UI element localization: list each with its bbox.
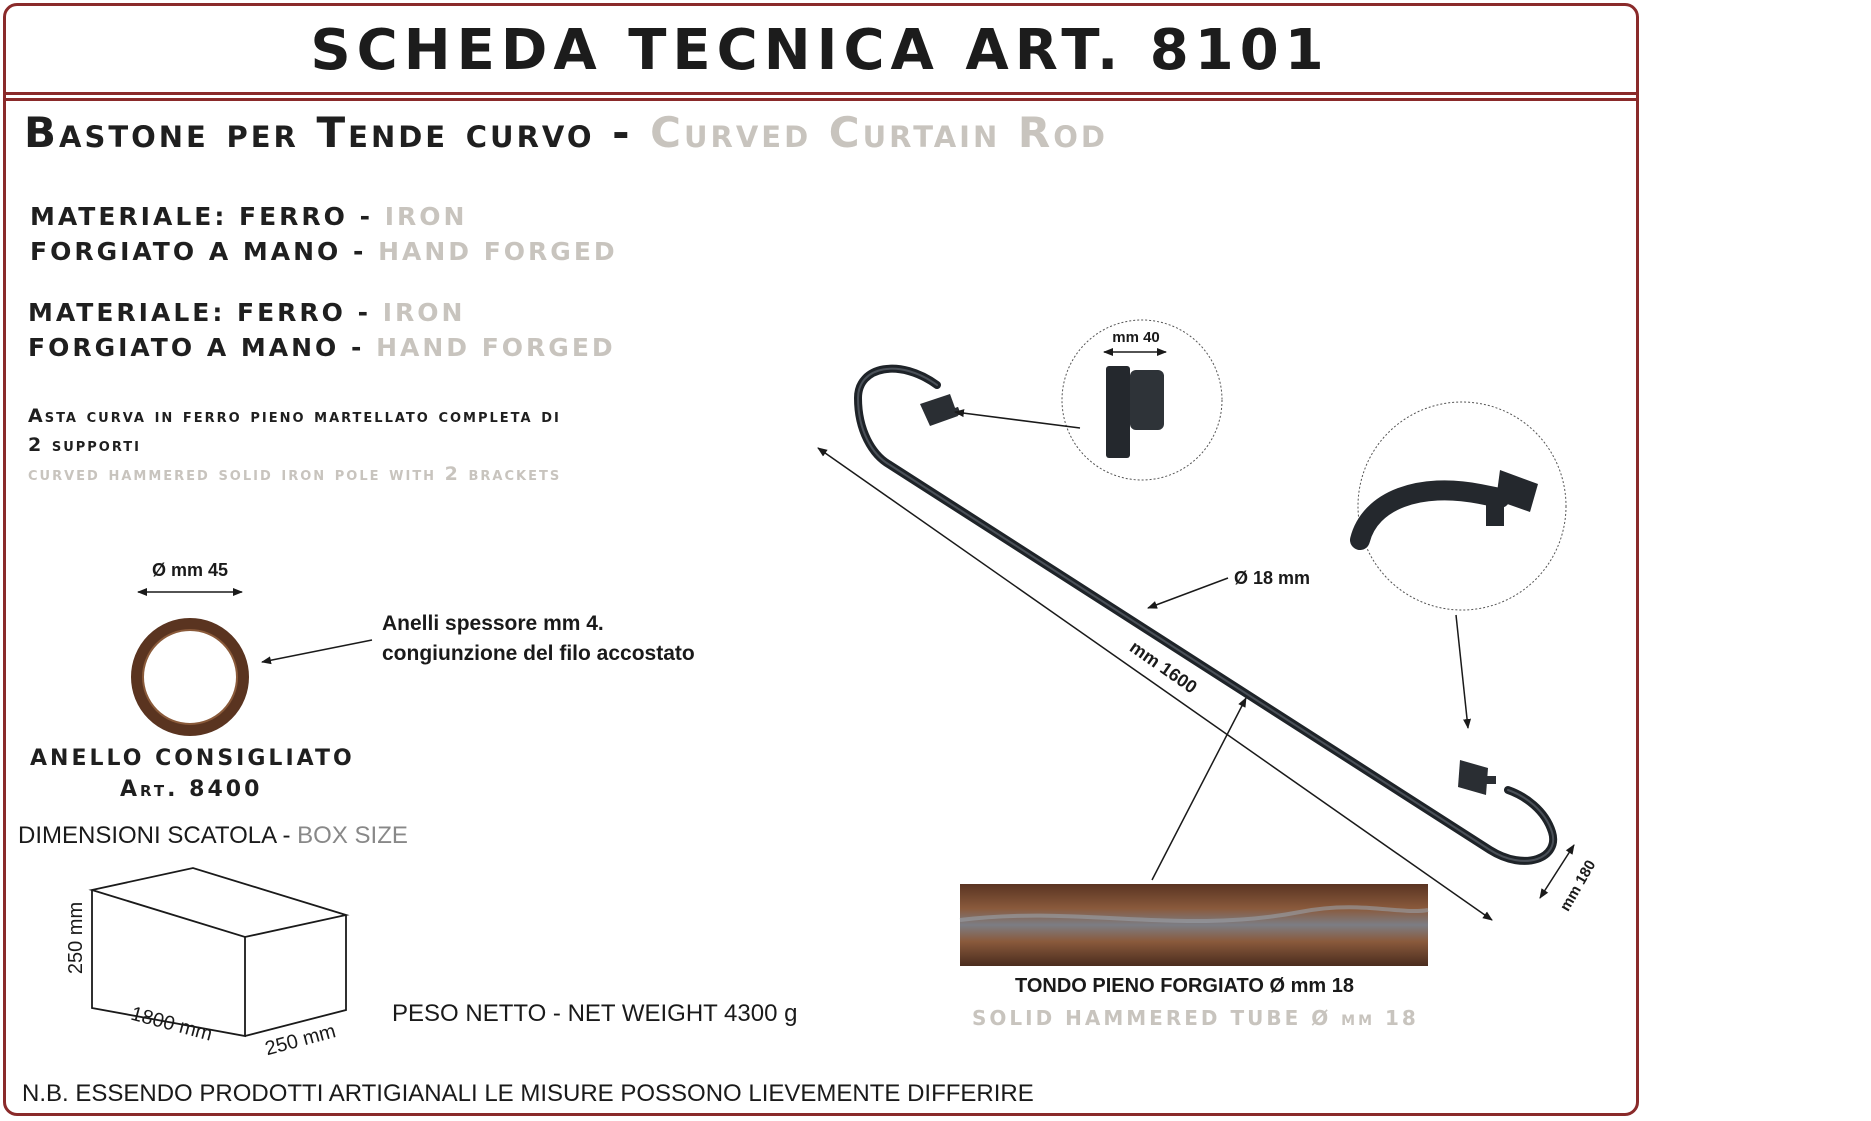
- forged-texture-swatch: [960, 884, 1428, 966]
- hook-rod-icon: [1360, 490, 1500, 540]
- spec-value: HAND FORGED: [376, 333, 616, 362]
- net-weight: PESO NETTO - NET WEIGHT 4300 g: [392, 1000, 798, 1027]
- ring-icon: [137, 624, 243, 730]
- box-top-face: [92, 868, 346, 937]
- description-english: curved hammered solid iron pole with 2 brackets: [28, 463, 562, 485]
- rod-bracket-right: [1458, 760, 1496, 795]
- bracket-sleeve-icon: [1130, 370, 1164, 430]
- rod-length-label: mm 1600: [1126, 636, 1201, 698]
- bracket-detail-arrow: [955, 412, 1080, 428]
- box-label-english: BOX SIZE: [297, 822, 408, 849]
- rod-highlight: [858, 369, 1553, 861]
- spec-label: FORGIATO A MANO -: [30, 237, 379, 266]
- spec-value: HAND FORGED: [378, 237, 618, 266]
- ring-article: Art. 8400: [120, 777, 263, 802]
- texture-caption-english: SOLID HAMMERED TUBE Ø mm 18: [972, 1006, 1419, 1030]
- box-depth-label: 250 mm: [262, 1020, 339, 1061]
- bracket-arm-icon: [1470, 776, 1496, 784]
- ring-diameter-label: Ø mm 45: [151, 560, 229, 580]
- description-italian-line1: Asta curva in ferro pieno martellato completa di: [28, 405, 561, 427]
- texture-arrow: [1152, 698, 1246, 880]
- rod-shape: [858, 369, 1553, 861]
- ring-highlight: [143, 630, 237, 724]
- hook-bracket-arm-icon: [1486, 492, 1504, 526]
- subtitle-italian: Bastone per Tende curvo -: [24, 108, 651, 157]
- spec-value: IRON: [382, 298, 466, 327]
- rod-length-arrow: [818, 448, 1492, 920]
- subtitle-english: Curved Curtain Rod: [650, 108, 1108, 157]
- rod-diameter-label: Ø 18 mm: [1234, 568, 1311, 588]
- bracket-detail: [955, 320, 1222, 480]
- spec-value: IRON: [384, 202, 468, 231]
- rod-diameter-arrow: [1148, 578, 1228, 608]
- bracket-wall-plate-icon: [1106, 366, 1130, 458]
- box-label-italian: DIMENSIONI SCATOLA -: [18, 822, 298, 849]
- curtain-rod-illustration: [858, 369, 1553, 861]
- page-title: SCHEDA TECNICA ART. 8101: [310, 18, 1330, 83]
- hook-detail: [1358, 402, 1566, 728]
- footer-note: N.B. ESSENDO PRODOTTI ARTIGIANALI LE MISURE POSSONO LIEVEMENTE DIFFERIRE: [22, 1080, 1034, 1107]
- description-italian-line2: 2 supporti: [28, 434, 141, 456]
- ring-name: ANELLO CONSIGLIATO: [30, 746, 355, 771]
- box-length-label: 1800 mm: [128, 1002, 215, 1046]
- ring-note-line2: congiunzione del filo accostato: [382, 642, 695, 665]
- spec-label: FORGIATO A MANO -: [28, 333, 377, 362]
- spec-label: MATERIALE: FERRO -: [30, 202, 385, 231]
- hook-depth-label: mm 180: [1556, 857, 1600, 915]
- rod-bracket-left: [920, 394, 961, 426]
- box-illustration: [92, 868, 346, 1036]
- ring-illustration: [137, 560, 372, 730]
- ring-note-line1: Anelli spessore mm 4.: [382, 612, 604, 635]
- bracket-width-label: mm 40: [1112, 329, 1160, 346]
- ring-note-arrow: [262, 640, 372, 662]
- spec-label: MATERIALE: FERRO -: [28, 298, 383, 327]
- hook-detail-arrow: [1456, 615, 1468, 728]
- texture-caption: TONDO PIENO FORGIATO Ø mm 18: [1015, 975, 1354, 997]
- box-height-label: 250 mm: [65, 901, 87, 975]
